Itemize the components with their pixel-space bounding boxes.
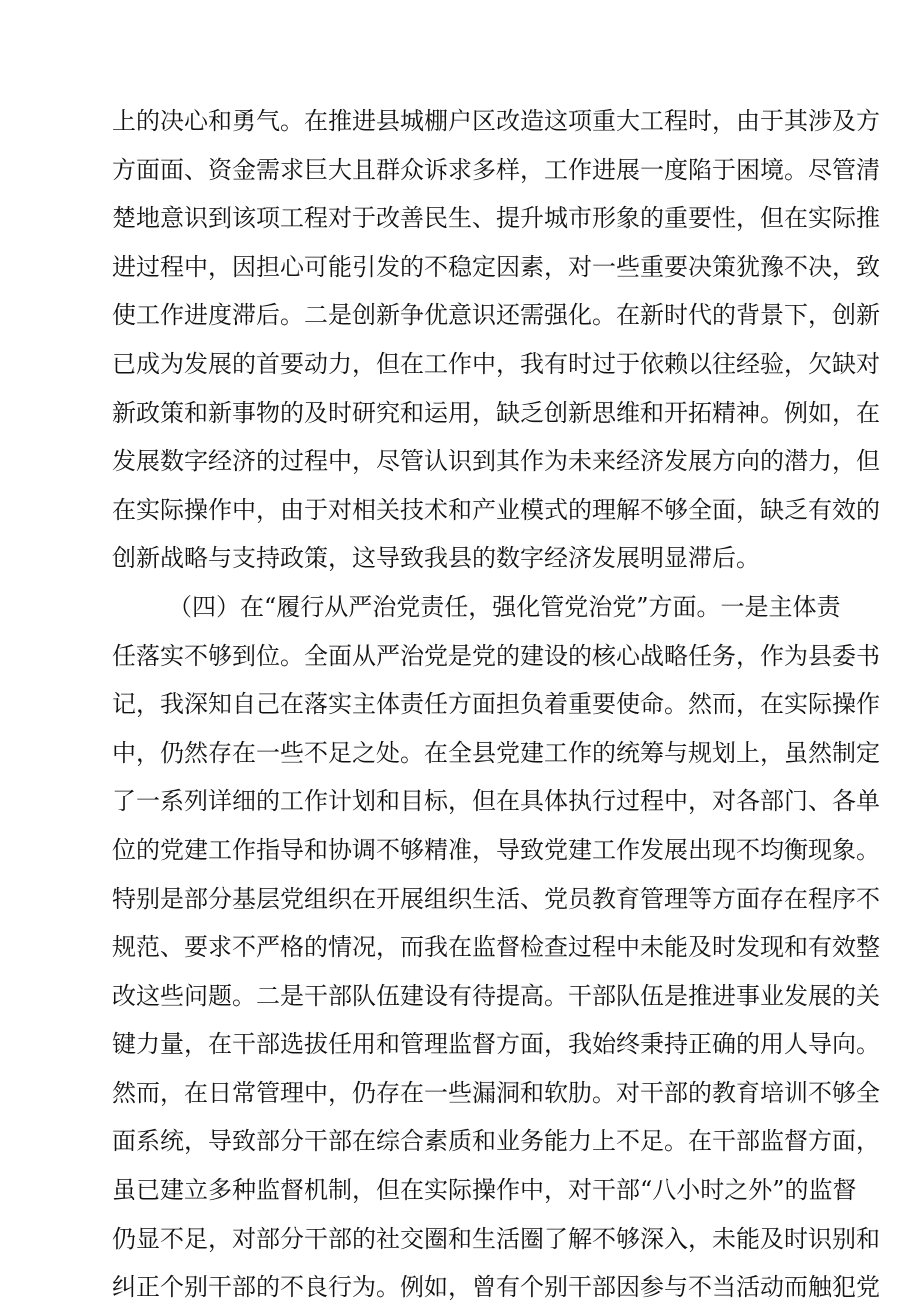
text-line: 使工作进度滞后。二是创新争优意识还需强化。在新时代的背景下，创新	[112, 301, 880, 330]
text-line: 面系统，导致部分干部在综合素质和业务能力上不足。在干部监督方面，	[112, 1127, 880, 1156]
text-line: 楚地意识到该项工程对于改善民生、提升城市形象的重要性，但在实际推	[112, 204, 880, 233]
paragraph-last-line: 创新战略与支持政策，这导致我县的数字经济发展明显滞后。	[112, 544, 760, 573]
text-line: 方面面、资金需求巨大且群众诉求多样，工作进展一度陷于困境。尽管清	[112, 155, 880, 184]
text-line: 改这些问题。二是干部队伍建设有待提高。干部队伍是推进事业发展的关	[112, 981, 880, 1010]
text-line: 任落实不够到位。全面从严治党是党的建设的核心战略任务，作为县委书	[112, 641, 880, 670]
text-line: 中，仍然存在一些不足之处。在全县党建工作的统筹与规划上，虽然制定	[112, 738, 880, 767]
text-line: 规范、要求不严格的情况，而我在监督检查过程中未能及时发现和有效整	[112, 933, 880, 962]
text-line: 新政策和新事物的及时研究和运用，缺乏创新思维和开拓精神。例如，在	[112, 398, 880, 427]
text-line: 在实际操作中，由于对相关技术和产业模式的理解不够全面，缺乏有效的	[112, 495, 880, 524]
text-line: 发展数字经济的过程中，尽管认识到其作为未来经济发展方向的潜力，但	[112, 447, 880, 476]
text-line: 位的党建工作指导和协调不够精准，导致党建工作发展出现不均衡现象。	[112, 835, 880, 864]
text-line: 特别是部分基层党组织在开展组织生活、党员教育管理等方面存在程序不	[112, 884, 880, 913]
text-line: 记，我深知自己在落实主体责任方面担负着重要使命。然而，在实际操作	[112, 690, 880, 719]
text-line: 上的决心和勇气。在推进县城棚户区改造这项重大工程时，由于其涉及方	[112, 107, 880, 135]
document-body	[112, 97, 880, 1312]
section-heading-line: （四）在“履行从严治党责任，强化管党治党”方面。一是主体责	[168, 592, 841, 621]
text-line: 了一系列详细的工作计划和目标，但在具体执行过程中，对各部门、各单	[112, 787, 880, 816]
text-line: 仍显不足，对部分干部的社交圈和生活圈了解不够深入，未能及时识别和	[112, 1224, 880, 1253]
text-line: 键力量，在干部选拔任用和管理监督方面，我始终秉持正确的用人导向。	[112, 1030, 880, 1059]
text-line: 已成为发展的首要动力，但在工作中，我有时过于依赖以往经验，欠缺对	[112, 349, 880, 378]
text-line: 进过程中，因担心可能引发的不稳定因素，对一些重要决策犹豫不决，致	[112, 252, 880, 281]
text-line: 虽已建立多种监督机制，但在实际操作中，对干部“八小时之外”的监督	[112, 1176, 857, 1205]
text-line: 纠正个别干部的不良行为。例如，曾有个别干部因参与不当活动而触犯党	[112, 1273, 880, 1302]
text-line: 然而，在日常管理中，仍存在一些漏洞和软肋。对干部的教育培训不够全	[112, 1078, 880, 1107]
